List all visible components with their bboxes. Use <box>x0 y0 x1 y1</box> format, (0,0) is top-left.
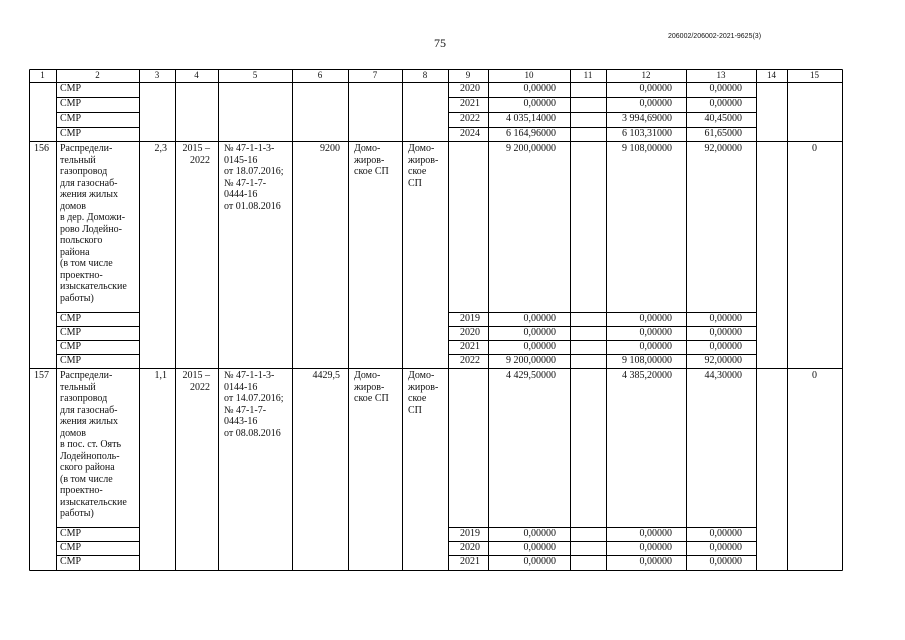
description-line: польского <box>60 235 103 246</box>
customer-cell: ское <box>408 166 427 177</box>
value-cell: 92,00000 <box>704 355 742 366</box>
column-header-9: 9 <box>465 70 471 80</box>
settlement-cell: ское СП <box>354 166 389 177</box>
column-header-5: 5 <box>252 70 258 80</box>
permit-cell: 0443-16 <box>224 416 258 427</box>
capacity-cell: 9200 <box>320 143 340 154</box>
value-cell: 0,00000 <box>523 528 556 539</box>
period-cell: 2022 <box>190 154 210 166</box>
customer-cell: СП <box>408 177 422 189</box>
column-header-4: 4 <box>194 70 199 80</box>
permit-cell: № 47-1-1-3- <box>224 143 275 154</box>
total-cell: 92,00000 <box>704 143 742 154</box>
column-header-14: 14 <box>767 70 776 80</box>
column-header-13: 13 <box>716 70 726 80</box>
customer-cell: жиров- <box>408 381 439 393</box>
settlement-cell: Домо- <box>354 370 381 381</box>
description-line: тельный <box>60 381 96 393</box>
year-cell: 2021 <box>460 556 480 567</box>
value-cell: 0,00000 <box>523 341 556 352</box>
description-line: проектно- <box>60 269 103 281</box>
customer-cell: Домо- <box>408 370 435 381</box>
description-line: проектно- <box>60 485 103 496</box>
capacity-cell: 4429,5 <box>312 370 340 381</box>
description-line: (в том числе <box>60 258 113 269</box>
total-cell: 0 <box>812 143 817 154</box>
permit-cell: № 47-1-1-3- <box>224 370 275 381</box>
value-cell: 0,00000 <box>639 327 672 338</box>
cost-type: СМР <box>60 113 82 124</box>
cost-type: СМР <box>60 128 82 139</box>
value-cell: 0,00000 <box>639 98 672 109</box>
entry-number: 156 <box>34 143 49 154</box>
permit-cell: 0444-16 <box>224 189 258 200</box>
settlement-cell: Домо- <box>354 143 381 154</box>
cost-type: СМР <box>60 556 82 567</box>
year-cell: 2019 <box>460 528 480 539</box>
description-line: Распредели- <box>60 370 113 381</box>
column-header-6: 6 <box>317 70 323 80</box>
value-cell: 0,00000 <box>523 542 556 553</box>
period-cell: 2015 – <box>182 143 210 154</box>
entry-number: 157 <box>34 370 49 381</box>
cost-type: СМР <box>60 313 82 324</box>
cost-type: СМР <box>60 341 82 352</box>
description-line: домов <box>60 427 86 439</box>
value-cell: 0,00000 <box>709 556 742 567</box>
permit-cell: № 47-1-7- <box>224 404 267 416</box>
column-header-3: 3 <box>154 70 160 80</box>
cost-type: СМР <box>60 528 82 539</box>
value-cell: 0,00000 <box>523 313 556 324</box>
description-line: района <box>60 246 90 258</box>
page-number: 75 <box>434 36 446 50</box>
value-cell: 0,00000 <box>639 556 672 567</box>
permit-cell: № 47-1-7- <box>224 177 267 189</box>
period-cell: 2022 <box>190 381 210 393</box>
description-line: газопровод <box>60 393 108 404</box>
column-header-8: 8 <box>422 70 428 80</box>
value-cell: 0,00000 <box>709 313 742 324</box>
customer-cell: жиров- <box>408 154 439 166</box>
description-line: в дер. Доможи- <box>60 212 126 223</box>
settlement-cell: ское СП <box>354 393 389 404</box>
total-cell: 0 <box>812 370 817 381</box>
description-line: ского района <box>60 462 115 473</box>
description-line: жения жилых <box>60 189 118 200</box>
length-cell: 2,3 <box>154 143 167 154</box>
year-cell: 2020 <box>460 327 480 338</box>
value-cell: 9 108,00000 <box>622 355 672 366</box>
value-cell: 6 164,96000 <box>506 128 556 139</box>
settlement-cell: жиров- <box>354 154 385 166</box>
column-header-2: 2 <box>95 70 100 80</box>
value-cell: 0,00000 <box>639 542 672 553</box>
value-cell: 0,00000 <box>523 327 556 338</box>
cost-type: СМР <box>60 83 82 94</box>
value-cell: 3 994,69000 <box>622 113 672 124</box>
permit-cell: от 14.07.2016; <box>224 393 284 404</box>
settlement-cell: жиров- <box>354 381 385 393</box>
year-cell: 2024 <box>460 128 480 139</box>
total-cell: 4 385,20000 <box>622 370 672 381</box>
length-cell: 1,1 <box>154 370 167 381</box>
column-header-7: 7 <box>372 70 378 80</box>
year-cell: 2021 <box>460 98 480 109</box>
description-line: Распредели- <box>60 143 113 154</box>
description-line: газопровод <box>60 166 108 177</box>
year-cell: 2019 <box>460 313 480 324</box>
total-cell: 9 200,00000 <box>506 143 556 154</box>
value-cell: 9 200,00000 <box>506 355 556 366</box>
total-cell: 4 429,50000 <box>506 370 556 381</box>
year-cell: 2020 <box>460 542 480 553</box>
value-cell: 0,00000 <box>639 341 672 352</box>
year-cell: 2022 <box>460 113 480 124</box>
total-cell: 9 108,00000 <box>622 143 672 154</box>
column-header-11: 11 <box>583 70 593 80</box>
customer-cell: ское <box>408 393 427 404</box>
value-cell: 0,00000 <box>523 556 556 567</box>
description-line: изыскательские <box>60 496 127 508</box>
description-line: тельный <box>60 154 96 166</box>
value-cell: 0,00000 <box>709 98 742 109</box>
permit-cell: от 08.08.2016 <box>224 427 281 439</box>
cost-type: СМР <box>60 98 82 109</box>
column-header-15: 15 <box>810 70 819 80</box>
description-line: для газоснаб- <box>60 404 118 416</box>
description-line: (в том числе <box>60 473 113 485</box>
column-header-12: 12 <box>641 70 651 80</box>
description-line: рово Лодейно- <box>60 223 122 235</box>
year-cell: 2022 <box>460 355 480 366</box>
period-cell: 2015 – <box>182 370 210 381</box>
permit-cell: 0145-16 <box>224 154 258 166</box>
description-line: изыскательские <box>60 281 127 292</box>
total-cell: 44,30000 <box>704 370 742 381</box>
value-cell: 0,00000 <box>523 83 556 94</box>
cost-type: СМР <box>60 542 82 553</box>
value-cell: 0,00000 <box>639 528 672 539</box>
value-cell: 61,65000 <box>704 128 742 139</box>
value-cell: 0,00000 <box>709 327 742 338</box>
year-cell: 2020 <box>460 83 480 94</box>
value-cell: 40,45000 <box>704 113 742 124</box>
value-cell: 4 035,14000 <box>506 113 556 124</box>
document-id: 206002/206002-2021-9625(3) <box>668 33 762 40</box>
description-line: Лодейнополь- <box>60 450 120 462</box>
description-line: работы) <box>60 292 94 304</box>
permit-cell: от 18.07.2016; <box>224 166 284 177</box>
description-line: жения жилых <box>60 416 118 427</box>
value-cell: 0,00000 <box>639 313 672 324</box>
value-cell: 6 103,31000 <box>622 128 672 139</box>
value-cell: 0,00000 <box>709 528 742 539</box>
customer-cell: СП <box>408 404 422 416</box>
description-line: в пос. ст. Оять <box>60 439 122 450</box>
column-header-1: 1 <box>40 70 45 80</box>
customer-cell: Домо- <box>408 143 435 154</box>
column-header-10: 10 <box>524 70 534 80</box>
year-cell: 2021 <box>460 341 480 352</box>
permit-cell: от 01.08.2016 <box>224 200 281 212</box>
description-line: для газоснаб- <box>60 177 118 189</box>
value-cell: 0,00000 <box>639 83 672 94</box>
description-line: работы) <box>60 508 94 519</box>
description-line: домов <box>60 200 86 212</box>
cost-type: СМР <box>60 355 82 366</box>
value-cell: 0,00000 <box>709 341 742 352</box>
value-cell: 0,00000 <box>709 542 742 553</box>
value-cell: 0,00000 <box>709 83 742 94</box>
value-cell: 0,00000 <box>523 98 556 109</box>
permit-cell: 0144-16 <box>224 381 258 393</box>
cost-type: СМР <box>60 327 82 338</box>
